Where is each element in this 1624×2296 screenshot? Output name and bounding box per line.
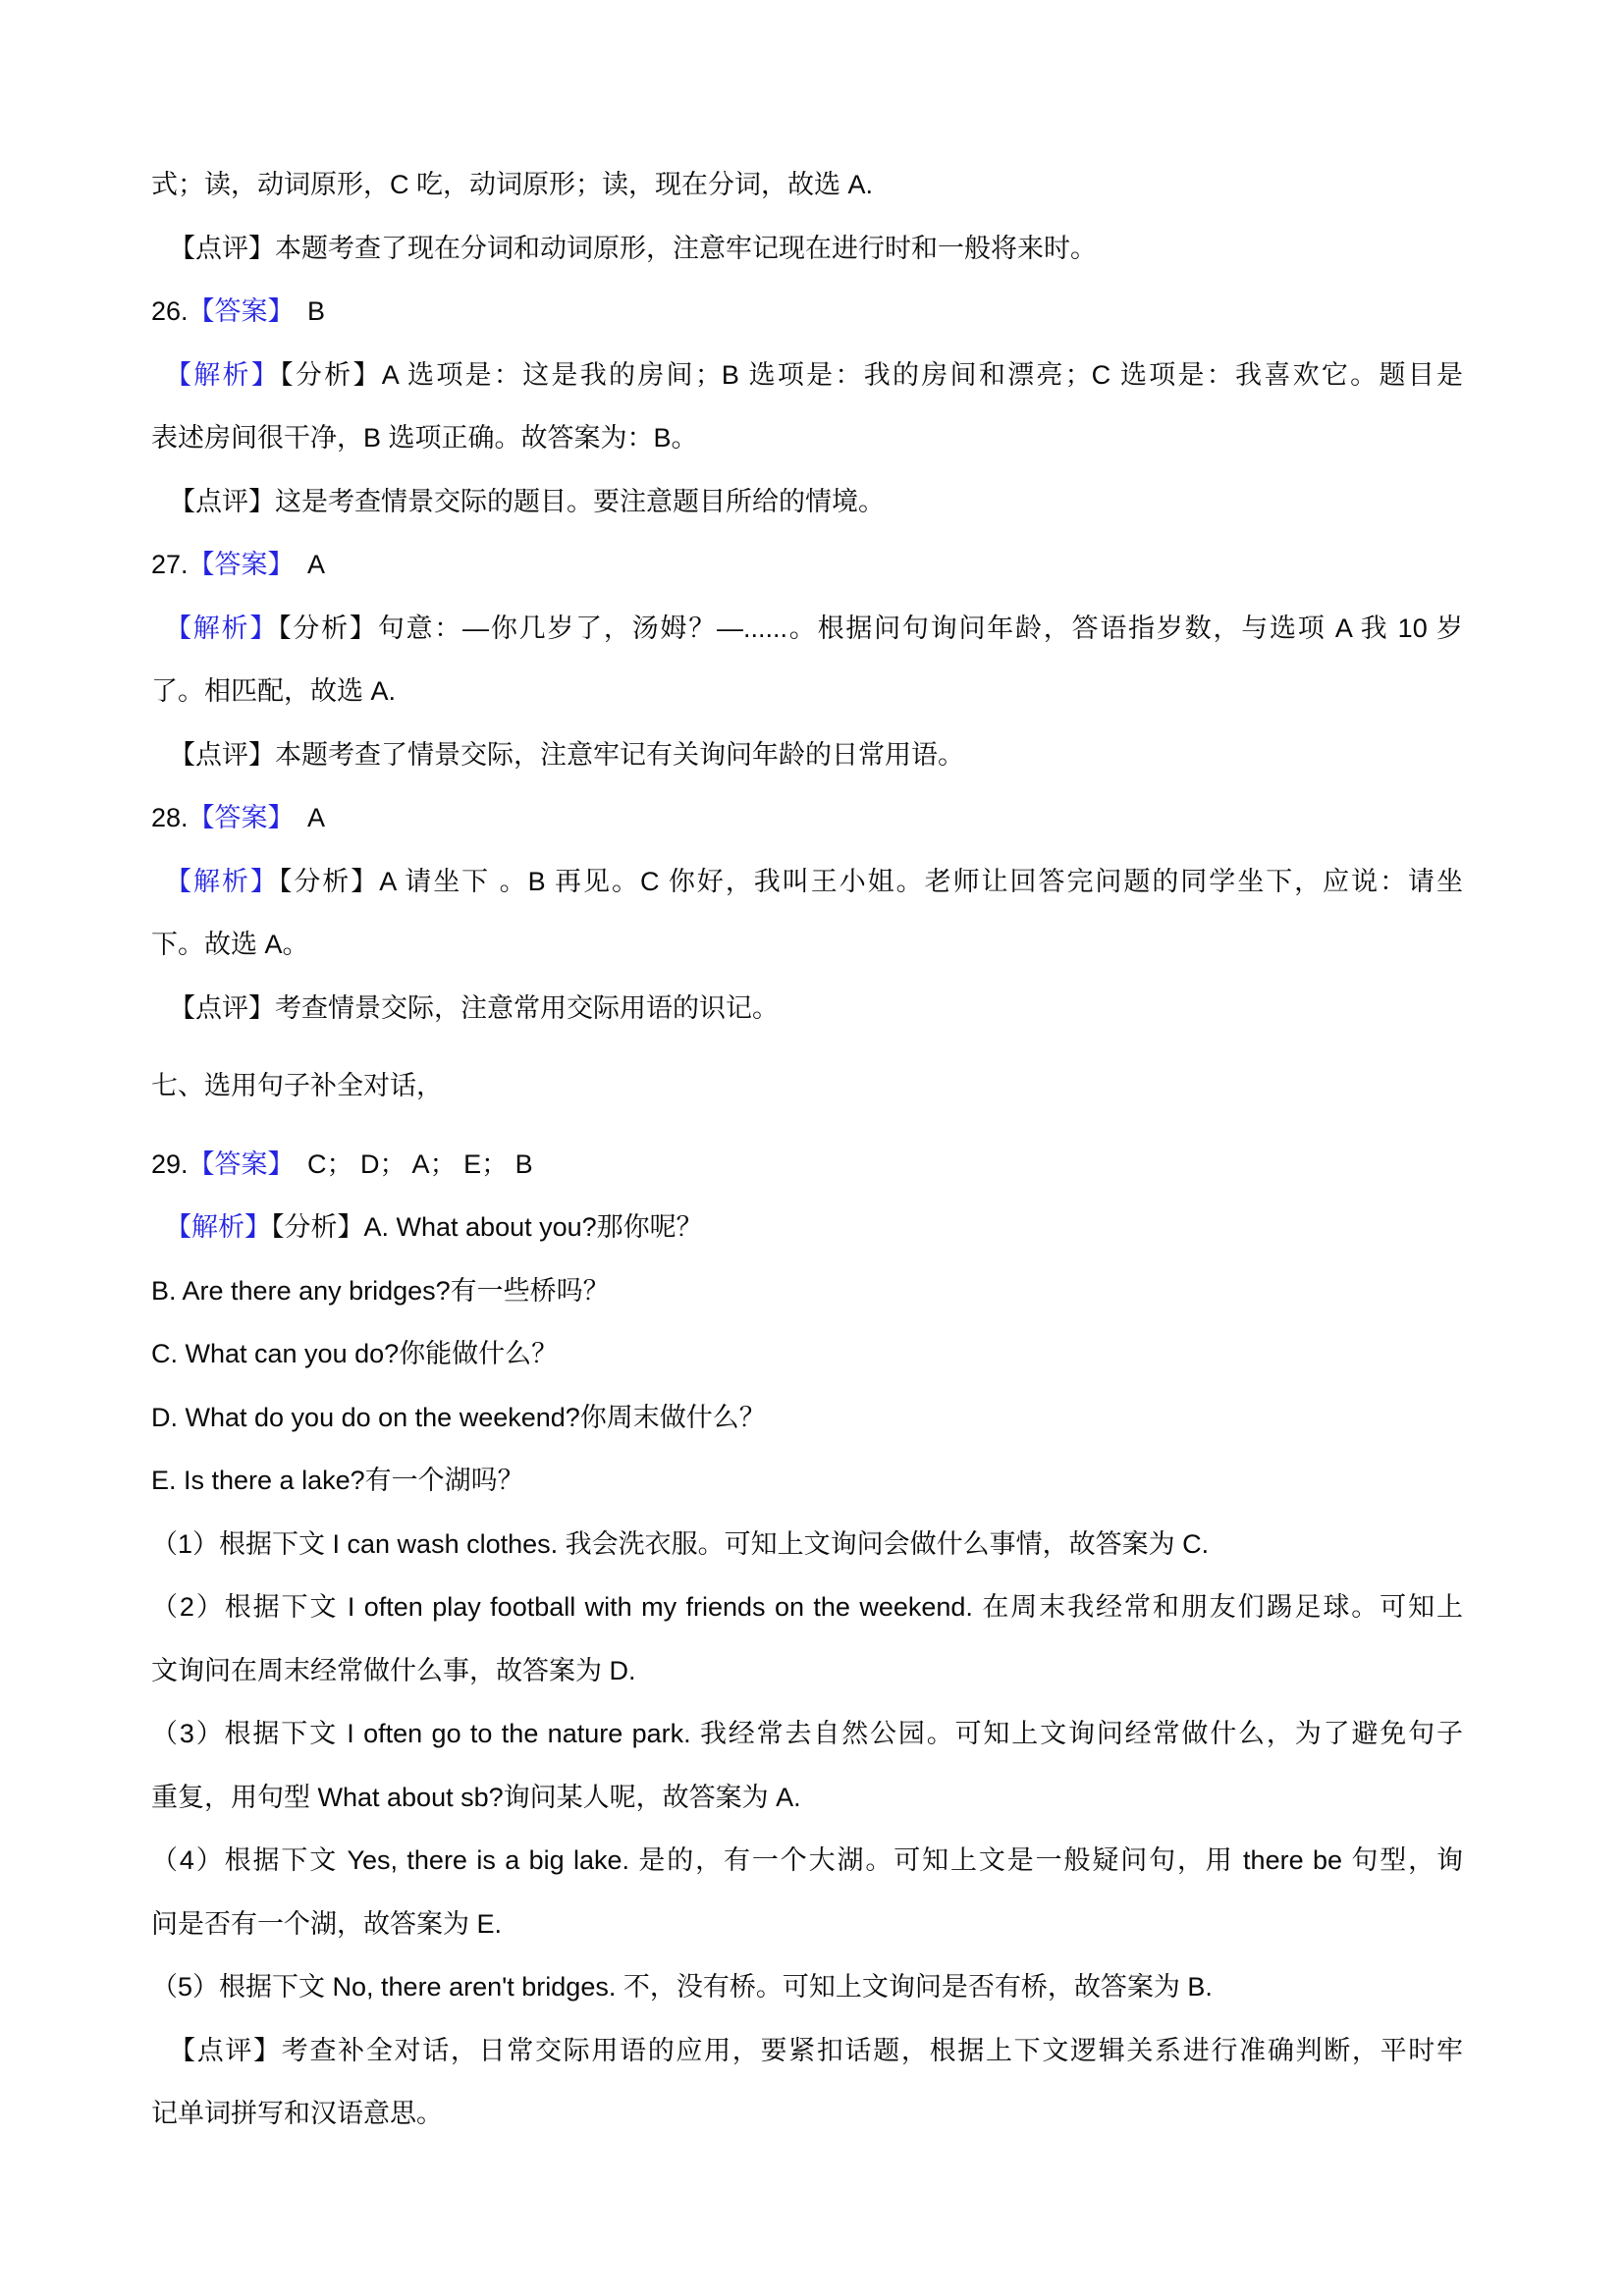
- text-segment: 29.: [151, 1148, 189, 1179]
- continuation-line: [151, 1766, 1463, 1830]
- option-line: [151, 1322, 1463, 1386]
- text-segment: 28.: [151, 803, 189, 832]
- continuation-line: [151, 1639, 1463, 1703]
- comment-line: [151, 217, 1463, 281]
- answer-line: [151, 786, 1463, 850]
- text-segment: 文询问在周末经常做什么事，故答案为 D.: [151, 1655, 636, 1685]
- text-segment: D. What do you do on the weekend?你周末做什么？: [151, 1402, 766, 1432]
- text-segment: 【分析】A 请坐下 。B 再见。C 你好，我叫王小姐。老师让回答完问题的同学坐下，应说：请坐: [278, 866, 1464, 896]
- text-segment: 式；读，动词原形，C 吃，动词原形；读，现在分词，故选 A.: [151, 170, 874, 199]
- bracket-tag-segment: 【答案】: [188, 296, 282, 326]
- bracket-tag-segment: 【答案】: [188, 1148, 282, 1179]
- analysis-line: [151, 1196, 1463, 1259]
- text-segment: 重复，用句型 What about sb?询问某人呢，故答案为 A.: [151, 1782, 801, 1812]
- text-segment: （4）根据下文 Yes, there is a big lake. 是的，有一个大湖。可知上文是一般疑问句，用 there be 句型，询: [151, 1845, 1463, 1875]
- analysis-line: [151, 850, 1463, 914]
- text-segment: 问是否有一个湖，故答案为 E.: [151, 1908, 503, 1939]
- text-segment: 了。相匹配，故选 A.: [151, 676, 397, 706]
- text-segment: A: [281, 550, 326, 579]
- answer-line: [151, 1133, 1463, 1197]
- continuation-line: [151, 913, 1463, 977]
- text-segment: C. What can you do?你能做什么？: [151, 1339, 559, 1368]
- text-segment: 【点评】这是考查情景交际的题目。要注意题目所给的情境。: [169, 486, 885, 516]
- explanation-line: [151, 1702, 1463, 1766]
- explanation-line: [151, 1829, 1463, 1893]
- text-segment: 【点评】考查情景交际，注意常用交际用语的识记。: [169, 992, 779, 1023]
- option-line: [151, 1386, 1463, 1450]
- text-segment: E. Is there a lake?有一个湖吗？: [151, 1466, 524, 1495]
- text-segment: B: [281, 296, 326, 326]
- text-segment: 【分析】句意：—你几岁了，汤姆？—......。根据问句询问年龄，答语指岁数，与选项 A 我 10 岁: [278, 613, 1463, 643]
- text-segment: 【分析】A 选项是：这是我的房间；B 选项是：我的房间和漂亮；C 选项是：我喜欢它。题目是: [280, 359, 1464, 390]
- text-segment: （3）根据下文 I often go to the nature park. 我经常去自然公园。可知上文询问经常做什么，为了避免句子: [151, 1719, 1463, 1748]
- explanation-line: [151, 1513, 1463, 1576]
- analysis-line: [151, 597, 1463, 661]
- text-segment: 【点评】本题考查了现在分词和动词原形，注意牢记现在进行时和一般将来时。: [169, 233, 1097, 263]
- continuation-line: [151, 1893, 1463, 1956]
- text-segment: 记单词拼写和汉语意思。: [151, 2099, 443, 2128]
- comment-line: [151, 977, 1463, 1041]
- text-segment: A: [281, 803, 326, 832]
- explanation-line: [151, 1955, 1463, 2019]
- answer-line: [151, 280, 1463, 344]
- bracket-tag-segment: 【解析】: [165, 359, 281, 390]
- continuation-line: [151, 406, 1463, 470]
- text-segment: （1）根据下文 I can wash clothes. 我会洗衣服。可知上文询问会做什么事情，故答案为 C.: [151, 1528, 1210, 1559]
- comment-line: [151, 723, 1463, 787]
- continuation-line: [151, 660, 1463, 723]
- continuation-line: [151, 2082, 1463, 2146]
- text-segment: B. Are there any bridges?有一些桥吗？: [151, 1275, 610, 1306]
- text-segment: 27.: [151, 550, 189, 579]
- text-segment: 26.: [151, 296, 189, 326]
- answer-line: [151, 533, 1463, 597]
- comment-line: [151, 2019, 1463, 2083]
- bracket-tag-segment: 【解析】: [165, 613, 279, 643]
- text-segment: 下。故选 A。: [151, 930, 309, 959]
- bracket-tag-segment: 【解析】: [165, 1212, 271, 1242]
- text-segment: 表述房间很干净，B 选项正确。故答案为：B。: [151, 423, 698, 453]
- text-segment: 【点评】考查补全对话，日常交际用语的应用，要紧扣话题，根据上下文逻辑关系进行准确判断，平时牢: [169, 2035, 1463, 2065]
- option-line: [151, 1449, 1463, 1513]
- text-segment: C； D； A； E； B: [281, 1148, 533, 1179]
- text-segment: 七、选用句子补全对话，: [151, 1071, 443, 1100]
- comment-line: [151, 470, 1463, 534]
- bracket-tag-segment: 【答案】: [188, 550, 282, 579]
- section-heading-line: [151, 1054, 1463, 1118]
- bracket-tag-segment: 【解析】: [165, 866, 279, 896]
- text-segment: （5）根据下文 No, there aren't bridges. 不，没有桥。可知上文询问是否有桥，故答案为 B.: [151, 1972, 1213, 2002]
- analysis-line: [151, 344, 1463, 407]
- explanation-line: [151, 1575, 1463, 1639]
- document-body: [151, 153, 1463, 2146]
- text-segment: 【分析】A. What about you?那你呢？: [271, 1212, 703, 1242]
- bracket-tag-segment: 【答案】: [188, 803, 282, 832]
- option-line: [151, 1259, 1463, 1323]
- continuation-line: [151, 153, 1463, 217]
- text-segment: （2）根据下文 I often play football with my friends on the weekend. 在周末我经常和朋友们踢足球。可知上: [151, 1592, 1463, 1622]
- text-segment: 【点评】本题考查了情景交际，注意牢记有关询问年龄的日常用语。: [169, 739, 964, 770]
